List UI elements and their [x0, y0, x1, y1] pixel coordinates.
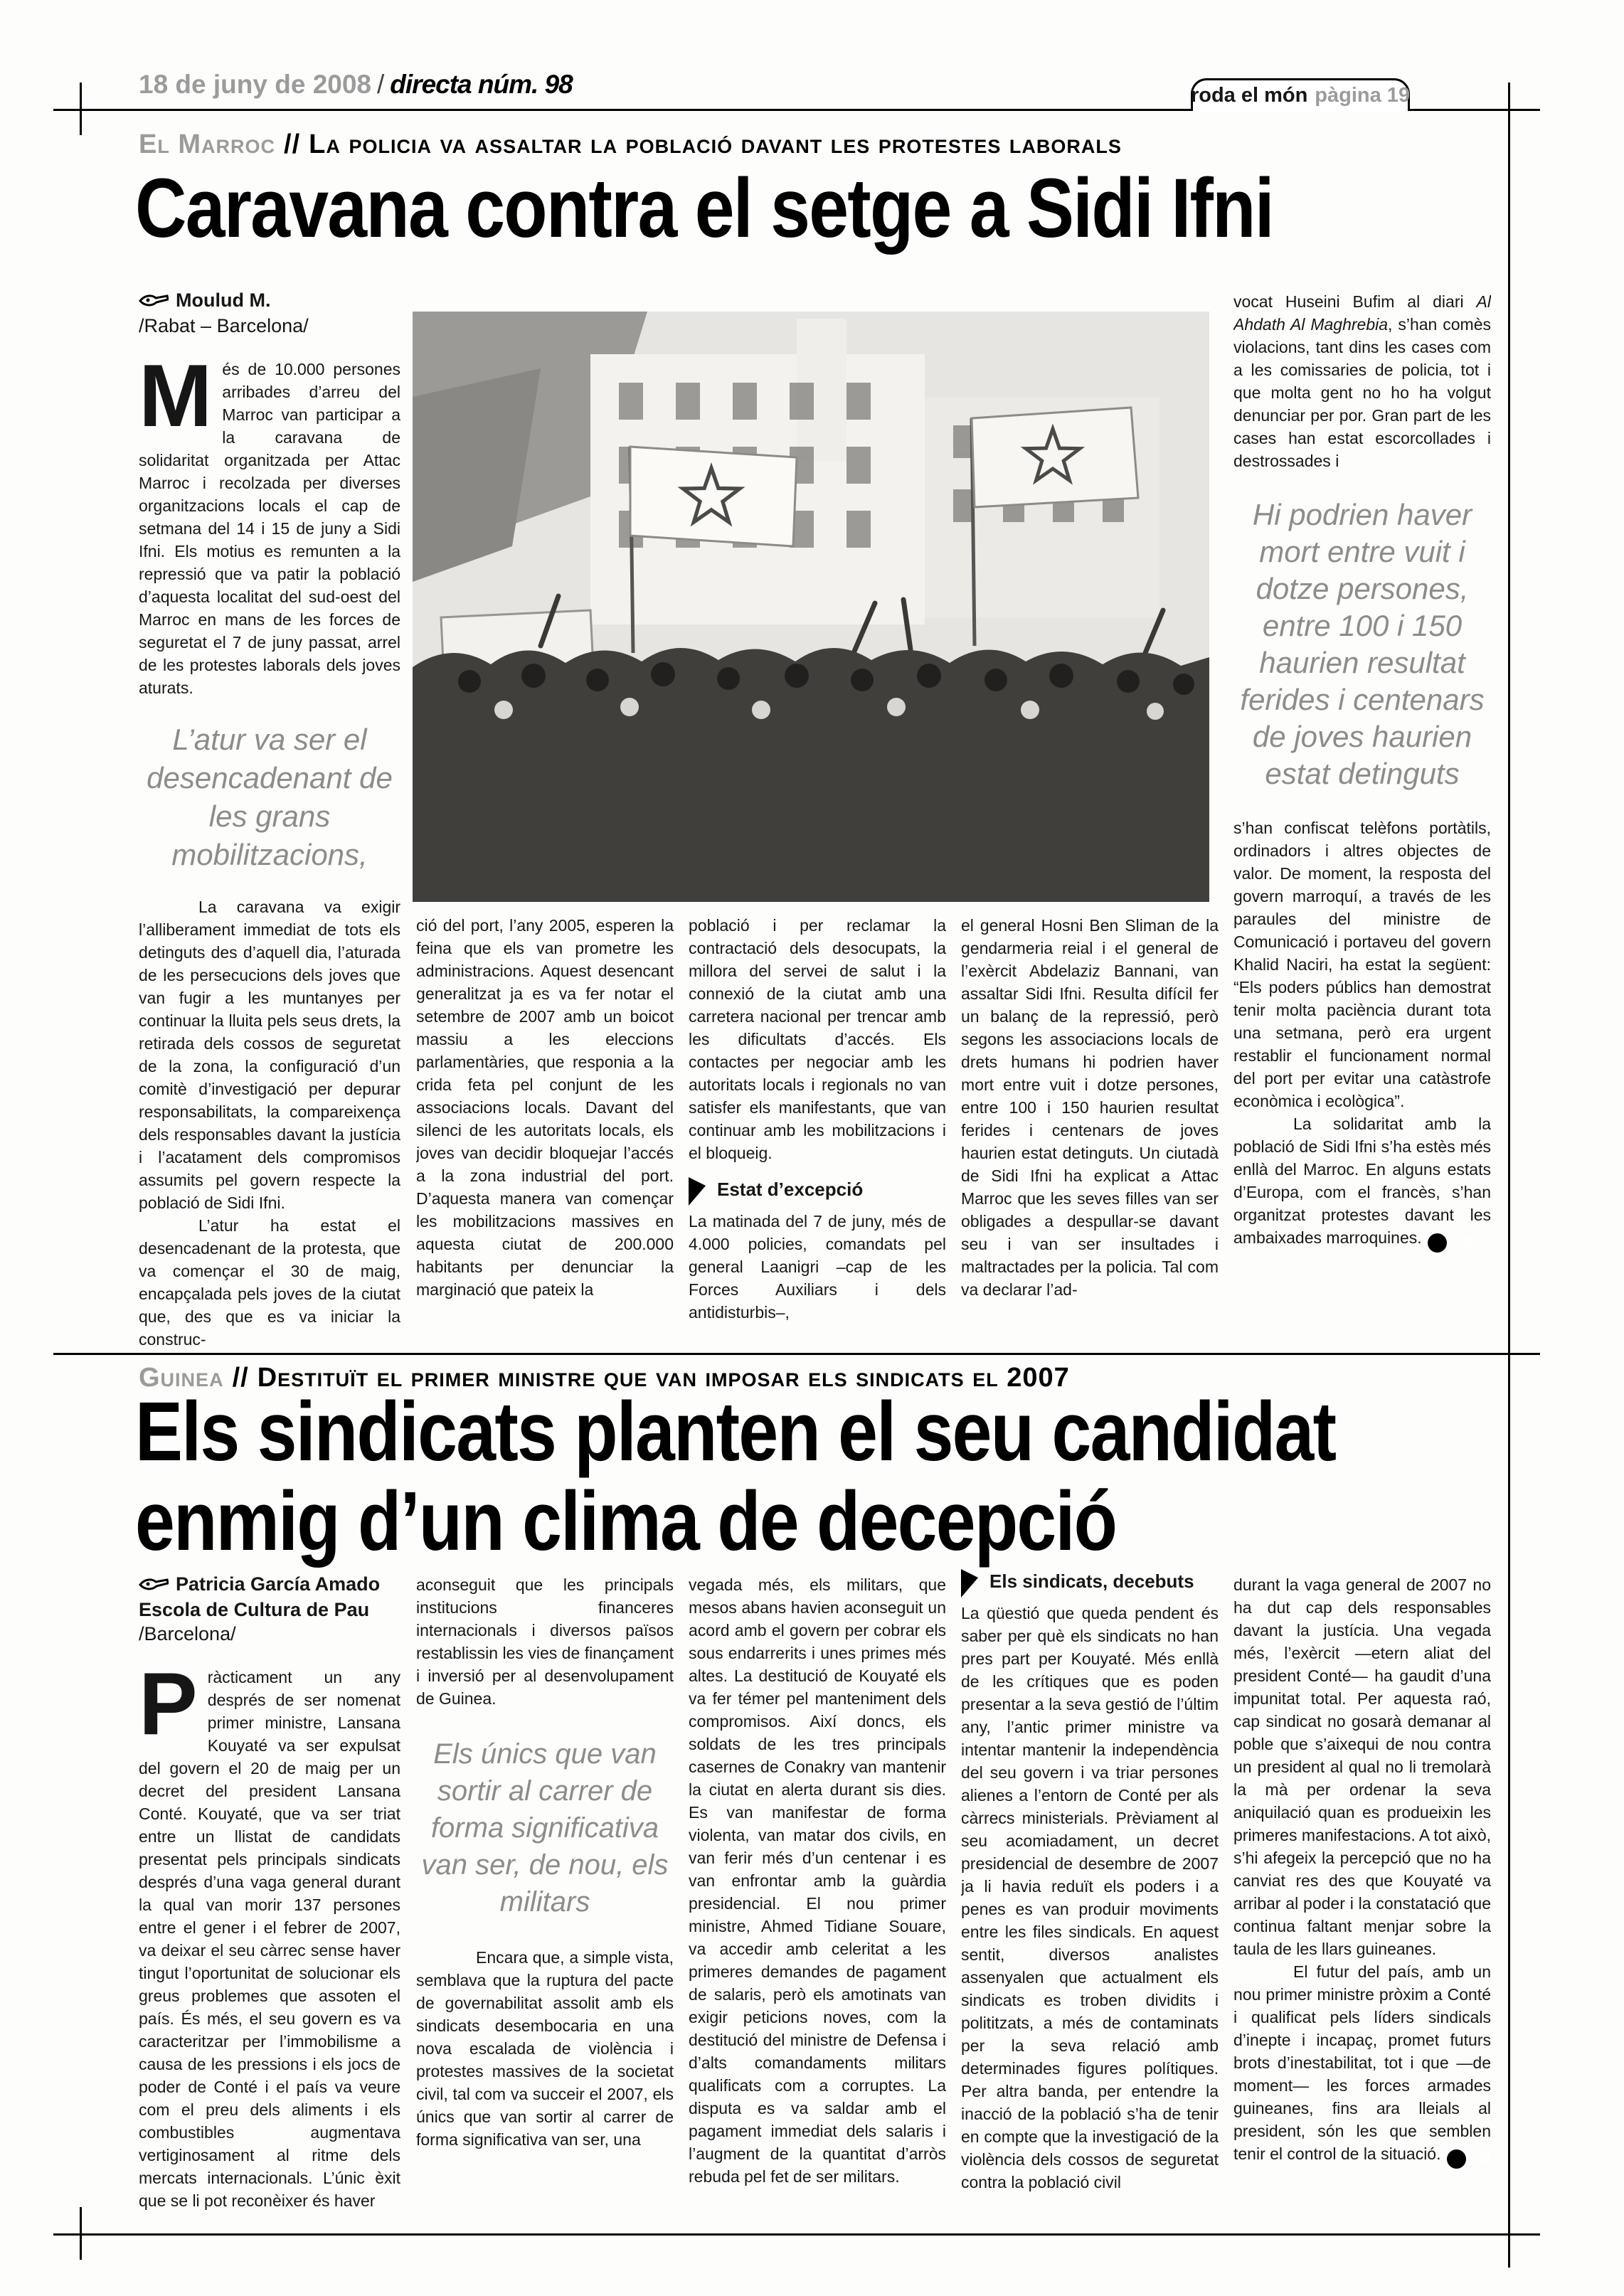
- article2-paragraph: vegada més, els militars, que mesos abans havien aconseguit un acord amb el govern per cobrar els sous endarrerits i unes primes més altes. La destitució de Kouyaté els va fer témer pel manteniment dels compromisos. Així doncs, els soldats de les tres principals casernes de Conakry van mantenir la ciutat en alerta durant sis dies. Es van manifestar de forma violenta, van matar dos civils, en van ferir més d’un centenar i es van enfrontar amb la guàrdia presidencial. El nou primer ministre, Ahmed Tidiane Souare, va accedir amb celeritat a les primeres demandes de pagament de salaris, però els amotinats van exigir peticions noves, com la destitució del ministre de Defensa i d’alts comandaments militars qualificats com a corruptes. La disputa es va saldar amb el pagament immediat dels salaris i l’augment de la quantitat d’arròs rebuda pel fet de ser militars.: [689, 1575, 946, 2186]
- article2-byline: [139, 1572, 400, 1646]
- article1-byline-name: Moulud M.: [176, 289, 271, 311]
- article1-subhead: [689, 1177, 946, 1206]
- article2-column-1: [139, 1572, 400, 2231]
- article1-kicker: [139, 129, 1122, 160]
- article1-kicker-location: El Marroc: [139, 129, 276, 159]
- article1-paragraph: L’atur ha estat el desencadenant de la protesta, que va començar el 30 de maig, encapçalada pels joves de la ciutat que, des que es va iniciar la construc-: [139, 1216, 400, 1348]
- article1-column-3: [689, 914, 946, 1349]
- article2-subhead: [961, 1569, 1219, 1598]
- protest-photo: [413, 312, 1209, 902]
- article1-pullquote-left: L’atur va ser el desencadenant de les grans mobilitzacions,: [147, 723, 393, 871]
- section-page-tab: [1191, 78, 1410, 111]
- article1-column-2: [416, 914, 674, 1349]
- masthead-slash: /: [377, 70, 385, 99]
- article1-paragraph: població i per reclamar la contractació dels desocupats, la millora del servei de salut i la connexió de la ciutat amb una carretera nacional per trencar amb les dificultats d’accés. Els contactes per negociar amb les autoritats locals i regionals no van satisfer els manifestants, que van continuar amb les mobilitzacions i el bloqueig.: [689, 916, 946, 1162]
- article1-headline: Caravana contra el setge a Sidi Ifni: [135, 161, 1273, 255]
- article2-paragraph: durant la vaga general de 2007 no ha dut cap dels responsables davant la justícia. Una vegada més, l’exèrcit —etern aliat del president Conté— ha gaudit d’una impunitat total. Per aquesta raó, cap sindicat no gosarà demanar al poble que s’aixequi de nou contra un president al qual no li tremolarà la mà per ordenar la seva aniquilació quan es produeixin les primeres manifestacions. A tot això, s’hi afegeix la percepció que no ha canviat res des que Kouyaté va arribar al poder i la constatació que continua faltant menjar sobre la taula de les llars guineanes.: [1233, 1575, 1491, 1958]
- article2-paragraph: Encara que, a simple vista, semblava que la ruptura del pacte de governabilitat assolit amb els sindicats desembocaria en una nova escalada de violència i protestes massives de la societat civil, tal com va succeir el 2007, els únics que van sortir al carrer de forma significativa van ser, una: [416, 1948, 674, 2149]
- article2-pullquote: Els únics que van sortir al carrer de forma significativa van ser, de nou, els militars: [421, 1738, 669, 1918]
- article2-byline-place: /Barcelona/: [139, 1623, 236, 1644]
- article1-paragraph: La matinada del 7 de juny, més de 4.000 policies, comandats pel general Laanigri –cap de les Forces Auxiliars i dels antidisturbis–,: [689, 1212, 946, 1322]
- article1-paragraph: [139, 347, 400, 699]
- article2-byline-name: Patricia García Amado: [176, 1573, 381, 1595]
- article1-paragraph: ció del port, l’any 2005, esperen la feina que els van prometre les administracions. Aquest desencant generalitzat ja es va fer notar el setembre de 2007 amb un boicot massiu a les eleccions parlamentàries, que responia a la crida feta pel conjunt de les associacions locals. Davant del silenci de les autoritats locals, els joves van decidir bloquejar l’accés a la zona industrial del port. D’aquesta manera van començar les mobilitzacions massives en aquesta ciutat de 200.000 habitants per denunciar la marginació que pateix la: [416, 916, 674, 1299]
- protest-photo-graphic: [413, 312, 1209, 902]
- pen-icon: [139, 1573, 169, 1598]
- footer-rule: [53, 2233, 1540, 2236]
- page-number-label: pàgina 19: [1315, 84, 1411, 107]
- article1-byline: [139, 288, 400, 338]
- issue-date: 18 de juny de 2008: [139, 70, 372, 99]
- article1-pullquote-right: Hi podrien haver mort entre vuit i dotze persones, entre 100 i 150 haurien resultat ferides i centenars de joves haurien estat detinguts: [1240, 498, 1485, 790]
- article1-column-4: [961, 914, 1219, 1349]
- article2-byline-affiliation: Escola de Cultura de Pau: [139, 1599, 370, 1620]
- article-separator-rule: [53, 1353, 1540, 1355]
- article2-headline-line1: Els sindicats planten el seu candidat: [135, 1385, 1336, 1479]
- pen-icon: [139, 289, 169, 314]
- article1-kicker-text: La policia va assaltar la població davant les protestes laborals: [309, 129, 1122, 159]
- article1-p-text: La solidaritat amb la població de Sidi Ifni s’ha estès més enllà del Marroc. En alguns estats d’Europa, com el francès, s’han organitzat protestes davant les ambaixades marroquines.: [1233, 1115, 1491, 1247]
- article2-p1-text: ràcticament un any després de ser nomenat primer ministre, Lansana Kouyaté va ser expulsat del govern el 20 de maig per un decret del president Lansana Conté. Kouyaté, que va ser triat entre un llistat de candidats presentat pels principals sindicats després d’una vaga general durant la qual van morir 137 persones entre el gener i el febrer de 2007, va deixar el seu càrrec sense haver tingut l’oportunitat de solucionar els greus problemes que assoten el país. És més, el seu govern es va caracteritzar per l’immobilisme a causa de les pressions i els jocs de poder de Conté i el país va veure com el preu dels aliments i els combustibles augmentava vertiginosament al ritme dels mercats internacionals. L’únic èxit que se li pot reconèixer és haver: [139, 1668, 400, 2210]
- article1-paragraph: [1233, 1112, 1491, 1253]
- article1-paragraph: el general Hosni Ben Sliman de la gendarmeria reial i el general de l’exèrcit Abdelaziz Bannani, van assaltar Sidi Ifni. Resulta difícil fer un balanç de la repressió, però segons les associacions locals de drets humans hi podrien haver mort entre vuit i dotze persones, entre 100 i 150 haurien resultat ferides i centenars de joves haurien estat detinguts. Un ciutadà de Sidi Ifni ha explicat a Attac Marroc que les seves filles van ser obligades a despullar-se davant seu i van ser insultades i maltractades per la policia. Tal com va declarar l’ad-: [961, 916, 1219, 1299]
- publication-name: directa núm. 98: [390, 70, 573, 99]
- section-name: roda el món: [1190, 84, 1308, 107]
- article2-kicker-text: Destituït el primer ministre que van imposar els sindicats el 2007: [257, 1363, 1070, 1393]
- article2-subhead-text: Els sindicats, decebuts: [989, 1570, 1194, 1592]
- article1-kicker-separator: //: [284, 129, 301, 159]
- article2-headline-line2: enmig d’un clima de decepció: [135, 1474, 1117, 1568]
- article2-paragraph: [1233, 1960, 1491, 2169]
- directa-end-mark-icon: d: [1428, 1233, 1447, 1253]
- article1-column-5: [1233, 290, 1491, 1348]
- article2-kicker-separator: //: [232, 1363, 249, 1393]
- article2-column-3: [689, 1573, 946, 2231]
- article1-subhead-text: Estat d’excepció: [717, 1179, 864, 1200]
- article2-kicker-location: Guinea: [139, 1363, 224, 1393]
- article1-column-1: [139, 288, 400, 1348]
- header-left-tick: [80, 83, 82, 135]
- article2-column-5: [1233, 1573, 1491, 2231]
- article2-dropcap: P: [139, 1655, 198, 1753]
- article2-paragraph: La qüestió que queda pendent és saber per què els sindicats no han pres part per Kouyaté. Més enllà de les crítiques que es poden presentar a la seva gestió de l’últim any, l’antic primer ministre va intentar mantenir la independència del seu govern i va triar persones alienes a l’entorn de Conté per als càrrecs ministerials. Prèviament al seu acomiadament, un decret presidencial de desembre de 2007 ja li havia reduït els poders i a penes es van produir moviments entre les files sindicals. En aquest sentit, diversos analistes assenyalen que actualment els sindicats es troben dividits i polititzats, a més de contaminats per la seva relació amb determinades figures polítiques. Per altra banda, per entendre la inacció de la població s’ha de tenir en compte que la investigació de la violència dels cossos de seguretat contra la població civil: [961, 1604, 1219, 2191]
- article1-paragraph: La caravana va exigir l’alliberament immediat de tots els detinguts des d’aquell dia, l’aturada de les persecucions dels joves que van fugir a les muntanyes per continuar la lluita pels seus drets, la retirada dels cossos de seguretat de la zona, la configuració d’un comitè d’investigació per depurar responsabilitats, la compareixença dels responsables davant la justícia i l’acatament dels compromisos assumits pel govern respecte la població de Sidi Ifni.: [139, 898, 400, 1212]
- article1-p-text: , s’han comès violacions, tant dins les cases com a les comissaries de policia, tot i que molta gent no ho ha volgut denunciar per por. Gran part de les cases han estat escorcollades i destrossades i: [1233, 315, 1491, 470]
- footer-left-tick: [80, 2207, 82, 2260]
- directa-end-mark-icon: d: [1447, 2149, 1466, 2169]
- right-margin-rule: [1508, 83, 1510, 2268]
- newspaper-title-italic: Al Ahdath Al Maghrebia: [1233, 292, 1491, 334]
- triangle-marker-icon: [689, 1177, 706, 1206]
- article2-paragraph: [139, 1655, 400, 2212]
- article1-dropcap: M: [139, 347, 213, 445]
- article1-p1-text: és de 10.000 persones arribades d’arreu del Marroc van participar a la caravana de solidaritat organitzada per Attac Marroc i recolzada per diverses organitzacions locals el cap de setmana del 14 i 15 de juny a Sidi Ifni. Els motius es remunten a la repressió que va patir la població d’aquesta localitat del sud-oest del Marroc en mans de les forces de seguretat el 7 de juny passat, arrel de les protestes laborals dels joves aturats.: [139, 360, 400, 697]
- article2-column-2: [416, 1573, 674, 2231]
- article2-p-text: El futur del país, amb un nou primer ministre pròxim a Conté i qualificat pels líders sindicals d’inepte i incapaç, promet futurs brots d’inestabilitat, tot i que —de moment— les forces armades guineanes, fins ara lleials al president, són les que semblen tenir el control de la situació.: [1233, 1962, 1491, 2163]
- article2-paragraph: aconseguit que les principals institucions financeres internacionals i diversos països restablissin les vies de finançament i inversió per al desenvolupament de Guinea.: [416, 1575, 674, 1708]
- triangle-marker-icon: [961, 1569, 978, 1598]
- article1-byline-place: /Rabat – Barcelona/: [139, 315, 309, 336]
- article1-p-text: vocat Huseini Bufim al diari: [1233, 292, 1477, 311]
- article2-column-4: [961, 1569, 1219, 2231]
- article1-paragraph: s’han confiscat telèfons portàtils, ordinadors i altres objectes de valor. De moment, la resposta del govern marroquí, a través de les paraules del ministre de Comunicació i portaveu del govern Khalid Naciri, ha estat la següent: “Els poders públics han demostrat tenir molta paciència durant tota una setmana, però era urgent restablir el funcionament normal del port per evitar una catàstrofe econòmica i ecològica”.: [1233, 819, 1491, 1110]
- masthead: [139, 70, 573, 100]
- article1-paragraph: [1233, 290, 1491, 472]
